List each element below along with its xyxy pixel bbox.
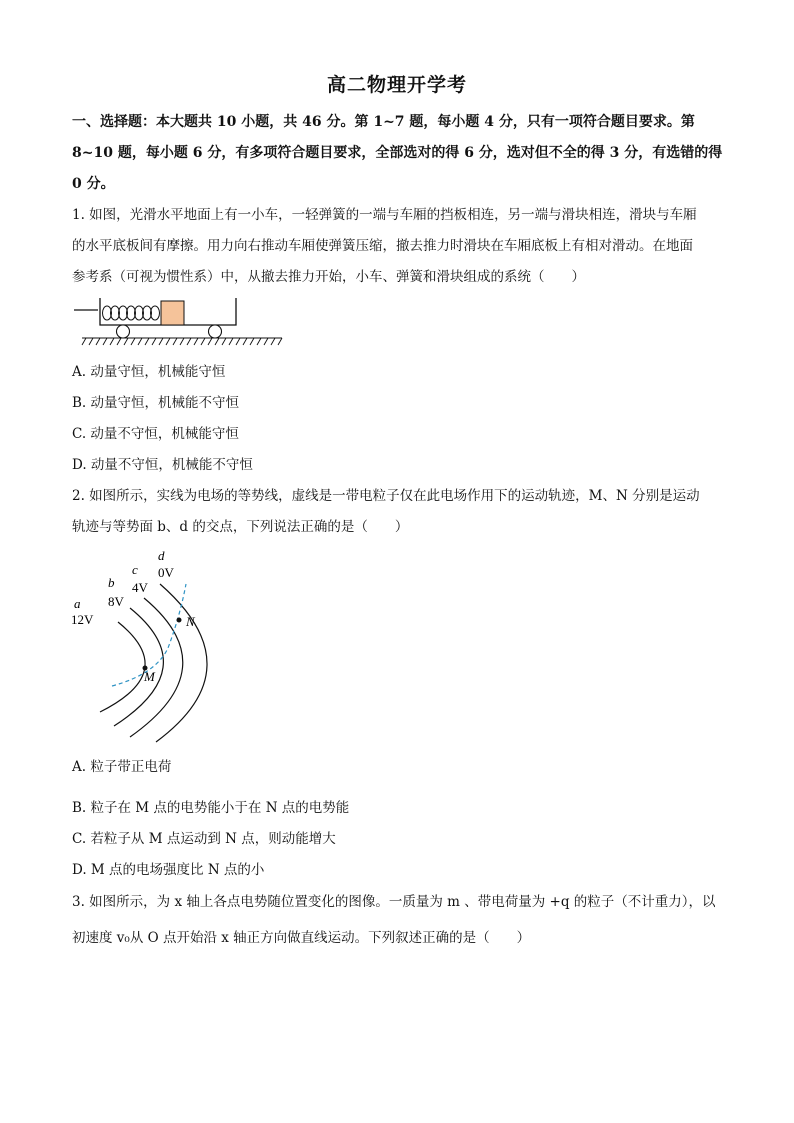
- q1-stem-line-2: 的水平底板间有摩擦。用力向右推动车厢使弹簧压缩，撤去推力时滑块在车厢底板上有相对滑动。在地面: [72, 238, 693, 254]
- q1-cart-figure: [72, 294, 287, 350]
- wheel-left: [117, 325, 130, 338]
- label-d: d: [158, 548, 165, 563]
- q1-option-b: B. 动量守恒，机械能不守恒: [72, 395, 240, 411]
- label-b: b: [108, 575, 115, 590]
- q1-option-a: A. 动量守恒，机械能守恒: [72, 364, 226, 380]
- label-d-voltage: 0V: [158, 565, 174, 580]
- point-n: [177, 618, 182, 623]
- label-b-voltage: 8V: [108, 594, 124, 609]
- label-a: a: [74, 596, 81, 611]
- wheel-right: [209, 325, 222, 338]
- label-m: M: [144, 669, 155, 684]
- equipotential-b: [114, 608, 163, 726]
- label-a-voltage: 12V: [71, 612, 94, 627]
- q1-stem-line-3: 参考系（可视为惯性系）中，从撤去推力开始，小车、弹簧和滑块组成的系统（ ）: [72, 269, 585, 285]
- q2-option-c: C. 若粒子从 M 点运动到 N 点，则动能增大: [72, 831, 336, 847]
- q1-option-c: C. 动量不守恒，机械能守恒: [72, 426, 239, 442]
- q2-equipotential-figure: [68, 544, 218, 744]
- q3-stem-line-1: 3. 如图所示，为 x 轴上各点电势随位置变化的图像。一质量为 m 、带电荷量为 +q 的粒子（不计重力），以: [72, 894, 716, 910]
- slider-block: [161, 301, 184, 325]
- q1-option-d: D. 动量不守恒，机械能不守恒: [72, 457, 253, 473]
- q2-stem-line-2: 轨迹与等势面 b、d 的交点，下列说法正确的是（ ）: [72, 519, 409, 535]
- q2-option-a: A. 粒子带正电荷: [72, 759, 172, 775]
- section-intro: 一、选择题：本大题共 10 小题，共 46 分。第 1~7 题，每小题 4 分，只有一项符合题目要求。第 8~10 题，每小题 6 分，有多项符合题目要求，全部选对的得 6 分，选对但不全的得 3 分，有选错的得 0 分。: [72, 114, 723, 192]
- equipotential-a: [100, 622, 145, 712]
- equipotential-c: [130, 598, 183, 737]
- label-c: c: [132, 562, 138, 577]
- label-c-voltage: 4V: [132, 580, 148, 595]
- ground-hatching: [82, 338, 282, 345]
- q1-stem-line-1: 1. 如图，光滑水平地面上有一小车，一轻弹簧的一端与车厢的挡板相连，另一端与滑块相连，滑块与车厢: [72, 207, 697, 223]
- page-title: 高二物理开学考: [326, 74, 467, 96]
- q2-option-d: D. M 点的电场强度比 N 点的小: [72, 862, 265, 878]
- spring: [103, 306, 160, 320]
- q3-stem-line-2: 初速度 v₀从 O 点开始沿 x 轴正方向做直线运动。下列叙述正确的是（ ）: [72, 930, 531, 946]
- label-n: N: [186, 614, 195, 629]
- q2-stem-line-1: 2. 如图所示，实线为电场的等势线，虚线是一带电粒子仅在此电场作用下的运动轨迹，M、N 分别是运动: [72, 488, 700, 504]
- q2-option-b: B. 粒子在 M 点的电势能小于在 N 点的电势能: [72, 800, 350, 816]
